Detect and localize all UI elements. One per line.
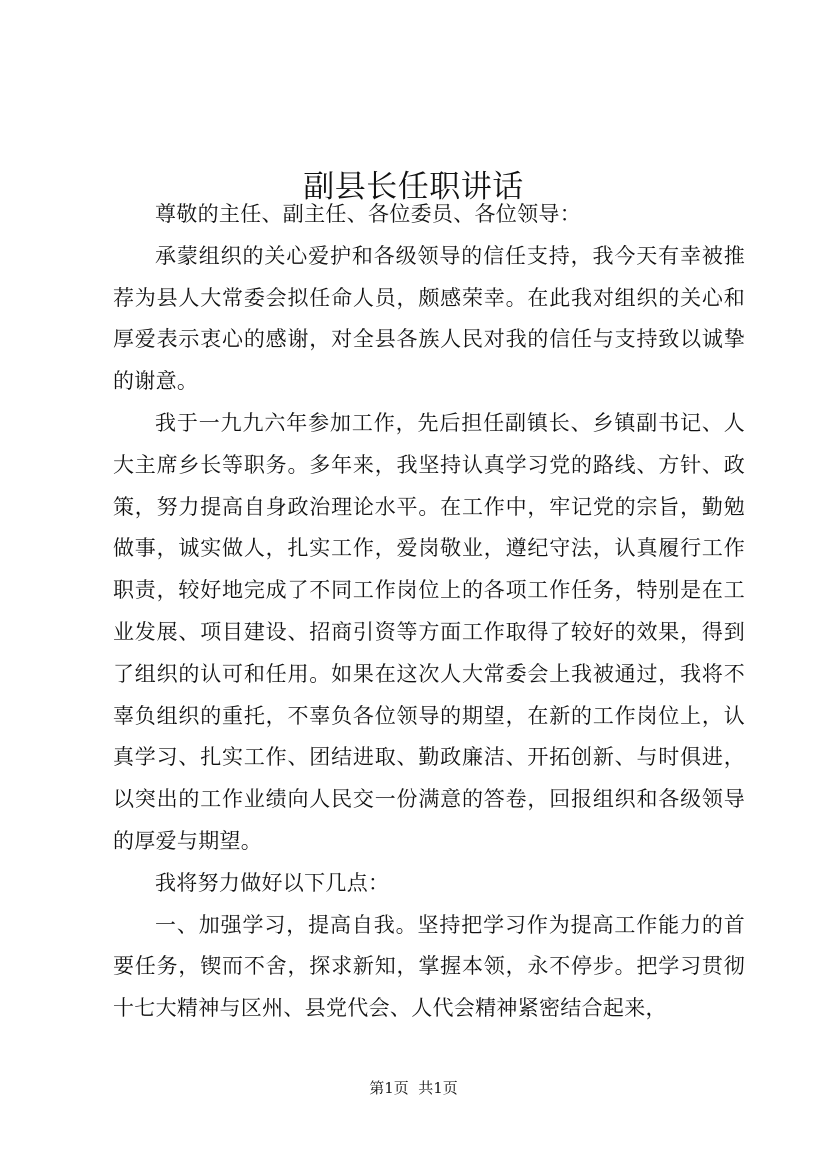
commitment-intro-paragraph: 我将努力做好以下几点： (155, 870, 390, 895)
point-one-paragraph: 一、加强学习，提高自我。坚持把学习作为提高工作能力的首要任务，锲而不舍，探求新知，掌握本领，永不停步。把学习贯彻十七大精神与区州、县党代会、人代会精神紧密结合起来， (113, 912, 745, 1021)
page-number-label: 第1页 共1页 (369, 1079, 458, 1097)
gratitude-paragraph: 承蒙组织的关心爱护和各级领导的信任支持，我今天有幸被推荐为县人大常委会拟任命人员，颇感荣幸。在此我对组织的关心和厚爱表示衷心的感谢，对全县各族人民对我的信任与支持致以诚挚的谢意。 (113, 243, 745, 394)
salutation-paragraph: 尊敬的主任、副主任、各位委员、各位领导： (155, 202, 581, 226)
page-footer (0, 1077, 827, 1099)
document-title: 副县长任职讲话 (303, 168, 524, 205)
career-paragraph: 我于一九九六年参加工作，先后担任副镇长、乡镇副书记、人大主席乡长等职务。多年来，我坚持认真学习党的路线、方针、政策，努力提高自身政治理论水平。在工作中，牢记党的宗旨，勤勉做事，诚实做人，扎实工作，爱岗敬业，遵纪守法，认真履行工作职责，较好地完成了不同工作岗位上的各项工作任务，特别是在工业发展、项目建设、招商引资等方面工作取得了较好的效果，得到了组织的认可和任用。如果在这次人大常委会上我被通过，我将不辜负组织的重托，不辜负各位领导的期望，在新的工作岗位上，认真学习、扎实工作、团结进取、勤政廉洁、开拓创新、与时俱进，以突出的工作业绩向人民交一份满意的答卷，回报组织和各级领导的厚爱与期望。 (113, 410, 745, 853)
document-body (113, 194, 745, 1030)
